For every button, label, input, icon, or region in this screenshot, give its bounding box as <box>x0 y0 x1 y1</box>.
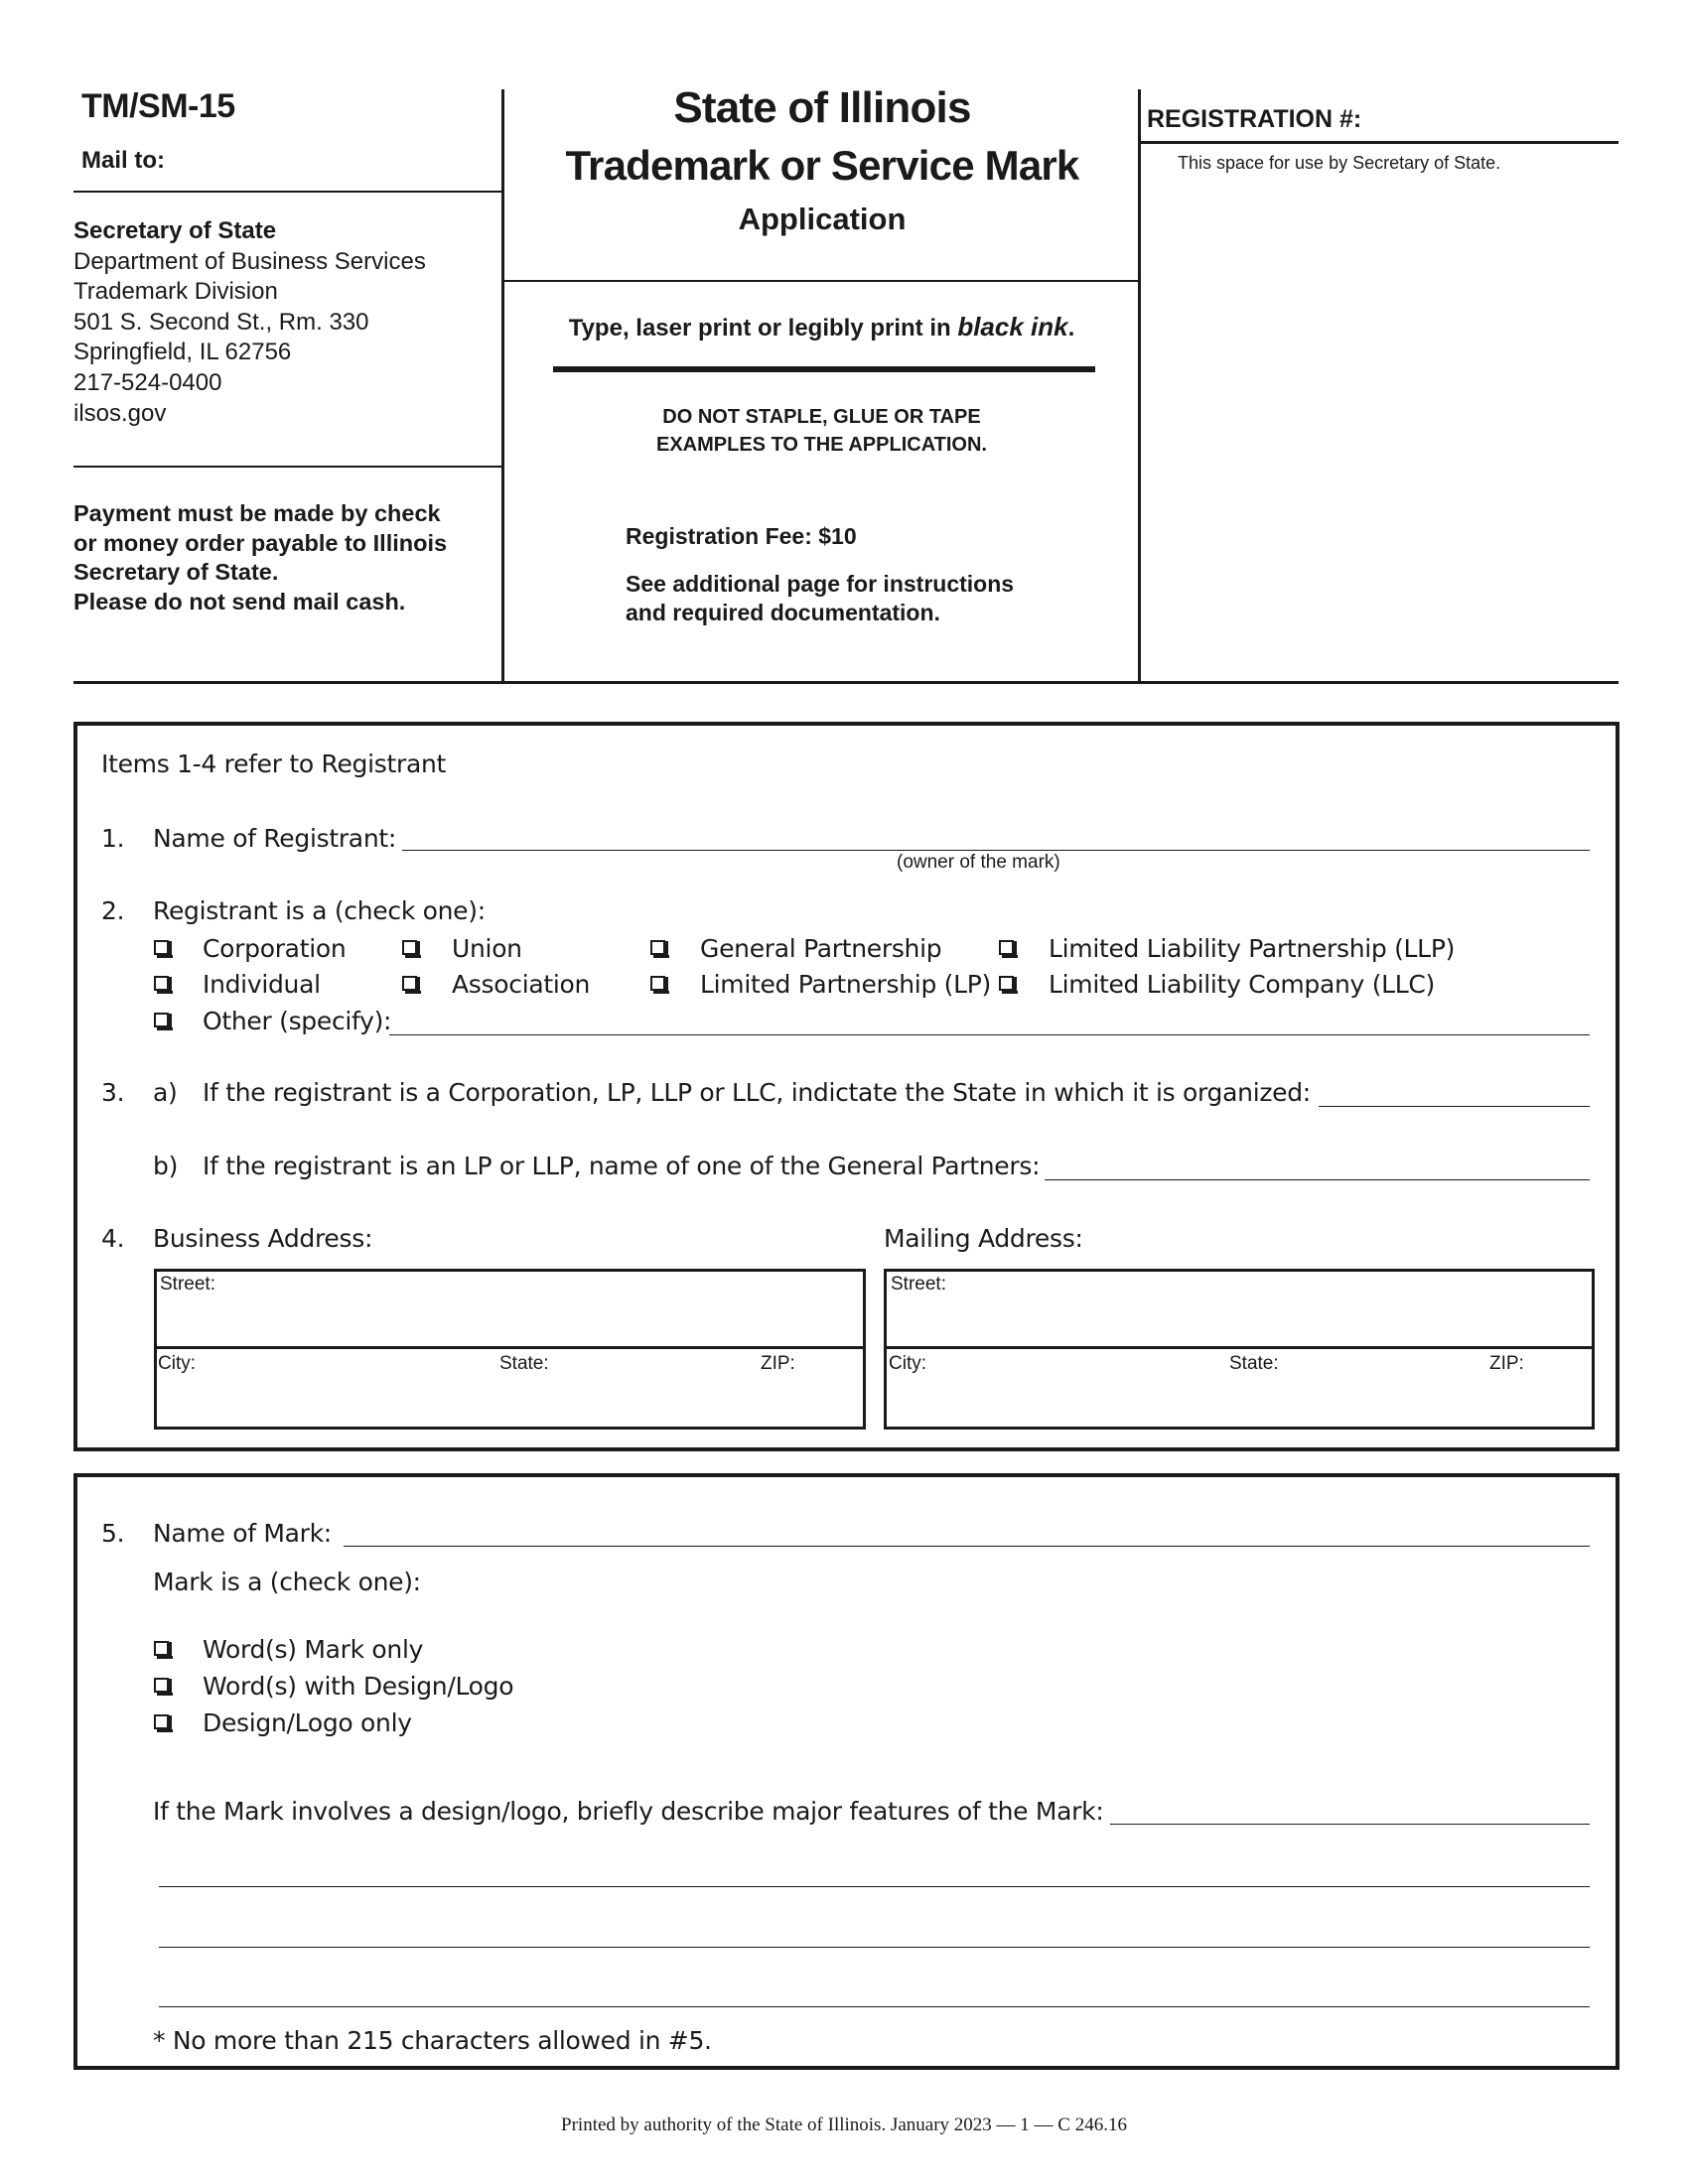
corporation-checkbox[interactable] <box>154 940 169 955</box>
address-line: 217-524-0400 <box>73 368 222 396</box>
registration-note: This space for use by Secretary of State. <box>1178 153 1501 173</box>
header-divider <box>73 681 1618 684</box>
business-city-field[interactable] <box>157 1378 494 1426</box>
lp-option-label: Limited Partnership (LP) <box>700 970 991 999</box>
describe-mark-line[interactable] <box>159 1886 1590 1887</box>
item-number: 1. <box>101 824 125 853</box>
address-line: 501 S. Second St., Rm. 330 <box>73 308 369 336</box>
staple-line-2: EXAMPLES TO THE APPLICATION. <box>656 434 987 456</box>
registrant-name-hint: (owner of the mark) <box>897 852 1060 873</box>
business-state-field[interactable] <box>499 1378 753 1426</box>
other-option-label: Other (specify): <box>203 1007 392 1035</box>
item-number: 5. <box>101 1519 125 1548</box>
lp-checkbox[interactable] <box>650 976 665 991</box>
header-divider <box>504 280 1140 282</box>
registrant-name-label: Name of Registrant: <box>153 824 396 853</box>
address-divider <box>884 1346 1595 1349</box>
type-note <box>516 312 1127 342</box>
registration-number-label: REGISTRATION #: <box>1147 105 1362 133</box>
individual-checkbox[interactable] <box>154 976 169 991</box>
union-checkbox[interactable] <box>402 940 417 955</box>
item-number: 2. <box>101 896 125 925</box>
item-letter: a) <box>153 1078 178 1107</box>
payment-instructions <box>73 499 447 616</box>
design-only-option-label: Design/Logo only <box>203 1708 412 1737</box>
registration-fee: Registration Fee: $10 <box>626 523 857 549</box>
payment-line: Secretary of State. <box>73 559 279 585</box>
llc-checkbox[interactable] <box>999 976 1014 991</box>
title-line-3: Application <box>738 202 907 236</box>
mailing-state-field[interactable] <box>1229 1378 1482 1426</box>
website-link[interactable]: ilsos.gov <box>73 399 167 427</box>
footer-note: Printed by authority of the State of Illinois. January 2023 — 1 — C 246.16 <box>561 2115 1127 2135</box>
business-street-label: Street: <box>160 1274 215 1295</box>
mark-type-label: Mark is a (check one): <box>153 1568 421 1596</box>
staple-line-1: DO NOT STAPLE, GLUE OR TAPE <box>662 406 981 428</box>
address-line: Secretary of State <box>73 217 277 244</box>
general-partnership-option-label: General Partnership <box>700 934 942 963</box>
title-line-1: State of Illinois <box>673 83 971 132</box>
header-divider <box>553 366 1095 372</box>
type-note-suffix: . <box>1067 315 1075 341</box>
address-line: Trademark Division <box>73 278 278 306</box>
see-additional-line-2: and required documentation. <box>626 600 940 625</box>
llp-checkbox[interactable] <box>999 940 1014 955</box>
mark-name-label: Name of Mark: <box>153 1519 332 1548</box>
mark-section <box>73 1473 1619 2070</box>
mailing-address-label: Mailing Address: <box>884 1224 1083 1253</box>
section-heading: Items 1-4 refer to Registrant <box>101 750 447 778</box>
business-state-label: State: <box>499 1353 549 1374</box>
address-line: Department of Business Services <box>73 247 426 275</box>
header-divider <box>501 89 504 682</box>
payment-line: Payment must be made by check <box>73 500 441 526</box>
registrant-name-field[interactable] <box>402 850 1590 851</box>
words-design-option-label: Word(s) with Design/Logo <box>203 1672 514 1701</box>
union-option-label: Union <box>452 934 522 963</box>
business-city-label: City: <box>158 1353 196 1374</box>
business-address-label: Business Address: <box>153 1224 373 1253</box>
llc-option-label: Limited Liability Company (LLC) <box>1049 970 1436 999</box>
registration-number-field[interactable] <box>1142 144 1618 670</box>
type-note-prefix: Type, laser print or legibly print in <box>568 315 951 341</box>
describe-mark-field[interactable] <box>1110 1824 1590 1825</box>
business-zip-field[interactable] <box>761 1378 862 1426</box>
header-divider <box>1141 141 1618 144</box>
general-partner-field[interactable] <box>1045 1179 1590 1180</box>
item-letter: b) <box>153 1152 179 1180</box>
address-line: Springfield, IL 62756 <box>73 339 292 366</box>
business-street-field[interactable] <box>238 1274 859 1341</box>
form-code: TM/SM-15 <box>81 87 235 125</box>
mailing-street-label: Street: <box>891 1274 946 1295</box>
registrant-type-label: Registrant is a (check one): <box>153 896 486 925</box>
see-additional-note <box>626 570 1014 627</box>
individual-option-label: Individual <box>203 970 321 999</box>
general-partnership-checkbox[interactable] <box>650 940 665 955</box>
mail-to-label: Mail to: <box>81 147 165 174</box>
header-divider <box>1138 89 1141 682</box>
words-only-checkbox[interactable] <box>154 1641 169 1656</box>
type-note-emphasis: black ink <box>957 312 1068 341</box>
words-design-checkbox[interactable] <box>154 1678 169 1693</box>
item-number: 4. <box>101 1224 125 1253</box>
item-number: 3. <box>101 1078 125 1107</box>
mailing-address-block <box>73 216 426 429</box>
mailing-city-field[interactable] <box>887 1378 1224 1426</box>
mailing-city-label: City: <box>889 1353 926 1374</box>
header-divider <box>73 466 504 468</box>
title-line-2: Trademark or Service Mark <box>565 142 1079 189</box>
association-option-label: Association <box>452 970 591 999</box>
payment-line: Please do not send mail cash. <box>73 588 406 614</box>
association-checkbox[interactable] <box>402 976 417 991</box>
see-additional-line-1: See additional page for instructions <box>626 571 1015 597</box>
staple-warning <box>516 403 1127 459</box>
describe-mark-line[interactable] <box>159 2006 1590 2007</box>
describe-mark-line[interactable] <box>159 1947 1590 1948</box>
mailing-zip-field[interactable] <box>1489 1378 1591 1426</box>
describe-mark-label: If the Mark involves a design/logo, briefly describe major features of the Mark: <box>153 1797 1104 1826</box>
other-specify-field[interactable] <box>389 1034 1590 1035</box>
form-title <box>504 79 1140 244</box>
other-checkbox[interactable] <box>154 1013 169 1027</box>
business-zip-label: ZIP: <box>761 1353 795 1374</box>
corporation-option-label: Corporation <box>203 934 347 963</box>
words-only-option-label: Word(s) Mark only <box>203 1635 424 1664</box>
mark-name-field[interactable] <box>344 1546 1590 1547</box>
address-divider <box>154 1346 866 1349</box>
organized-state-field[interactable] <box>1319 1106 1590 1107</box>
design-only-checkbox[interactable] <box>154 1714 169 1729</box>
mailing-state-label: State: <box>1229 1353 1279 1374</box>
mailing-street-field[interactable] <box>968 1274 1589 1341</box>
mailing-zip-label: ZIP: <box>1489 1353 1524 1374</box>
llp-option-label: Limited Liability Partnership (LLP) <box>1049 934 1456 963</box>
organized-state-label: If the registrant is a Corporation, LP, LLP or LLC, indictate the State in which it is organized: <box>203 1078 1311 1107</box>
character-limit-note: * No more than 215 characters allowed in #5. <box>153 2026 712 2055</box>
payment-line: or money order payable to Illinois <box>73 529 448 556</box>
general-partner-label: If the registrant is an LP or LLP, name of one of the General Partners: <box>203 1152 1041 1180</box>
header-divider <box>73 191 504 193</box>
